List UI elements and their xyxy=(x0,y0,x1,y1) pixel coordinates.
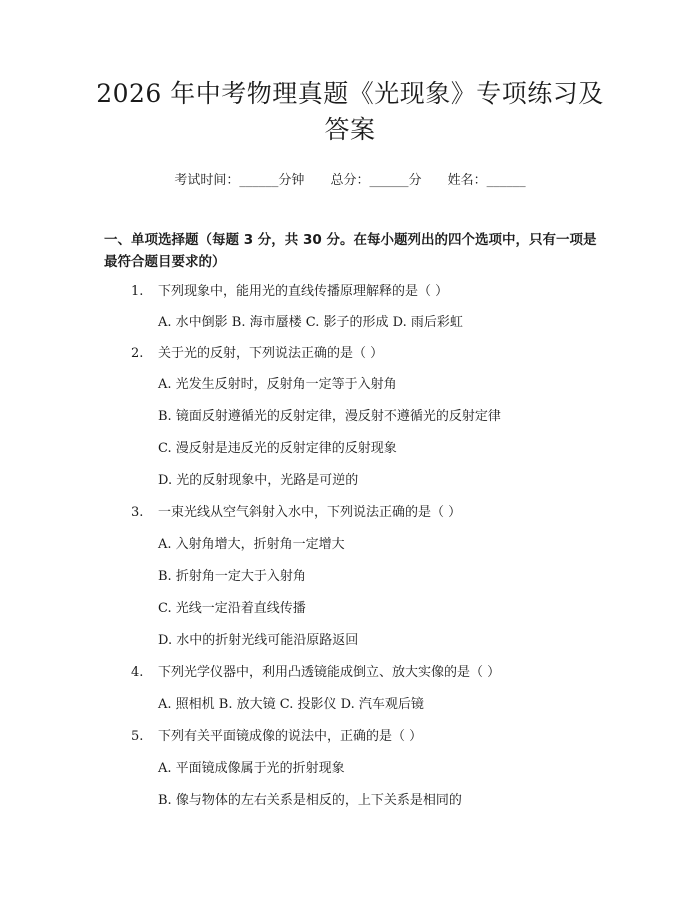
exam-meta xyxy=(0,169,700,188)
section-heading: 一、单项选择题（每题 3 分，共 30 分。在每小题列出的四个选项中，只有一项是最符合题目要求的） xyxy=(104,232,597,270)
question-number: 2. xyxy=(131,346,144,361)
document-title xyxy=(60,76,640,148)
exam-time-field: 考试时间：______分钟 xyxy=(174,173,305,188)
option-a: A. 光发生反射时，反射角一定等于入射角 xyxy=(158,377,397,392)
question-text: 下列光学仪器中，利用凸透镜能成倒立、放大实像的是（ ） xyxy=(158,665,501,680)
option-b: B. 折射角一定大于入射角 xyxy=(158,569,306,584)
option-c: C. 光线一定沿着直线传播 xyxy=(158,601,306,616)
option-c: C. 漫反射是违反光的反射定律的反射现象 xyxy=(158,441,397,456)
question-options: A. 照相机 B. 放大镜 C. 投影仪 D. 汽车观后镜 xyxy=(158,697,424,712)
question-text: 下列有关平面镜成像的说法中，正确的是（ ） xyxy=(158,729,423,744)
question-text: 关于光的反射，下列说法正确的是（ ） xyxy=(158,346,384,361)
option-b: B. 像与物体的左右关系是相反的，上下关系是相同的 xyxy=(158,793,462,808)
total-score-field: 总分：______分 xyxy=(330,173,422,188)
option-a: A. 入射角增大，折射角一定增大 xyxy=(158,537,345,552)
question-text: 一束光线从空气斜射入水中，下列说法正确的是（ ） xyxy=(158,505,462,520)
name-field: 姓名：______ xyxy=(447,173,526,188)
option-d: D. 光的反射现象中，光路是可逆的 xyxy=(158,473,359,488)
question-number: 1. xyxy=(131,284,144,299)
option-a: A. 平面镜成像属于光的折射现象 xyxy=(158,761,345,776)
option-d: D. 水中的折射光线可能沿原路返回 xyxy=(158,633,359,648)
question-number: 4. xyxy=(131,665,144,680)
option-b: B. 镜面反射遵循光的反射定律，漫反射不遵循光的反射定律 xyxy=(158,409,501,424)
question-number: 5. xyxy=(131,729,144,744)
question-options: A. 水中倒影 B. 海市蜃楼 C. 影子的形成 D. 雨后彩虹 xyxy=(158,315,463,330)
question-text: 下列现象中，能用光的直线传播原理解释的是（ ） xyxy=(158,284,449,299)
title-line-2: 答案 xyxy=(324,115,376,144)
question-number: 3. xyxy=(131,505,144,520)
title-line-1: 2026 年中考物理真题《光现象》专项练习及 xyxy=(96,79,604,108)
